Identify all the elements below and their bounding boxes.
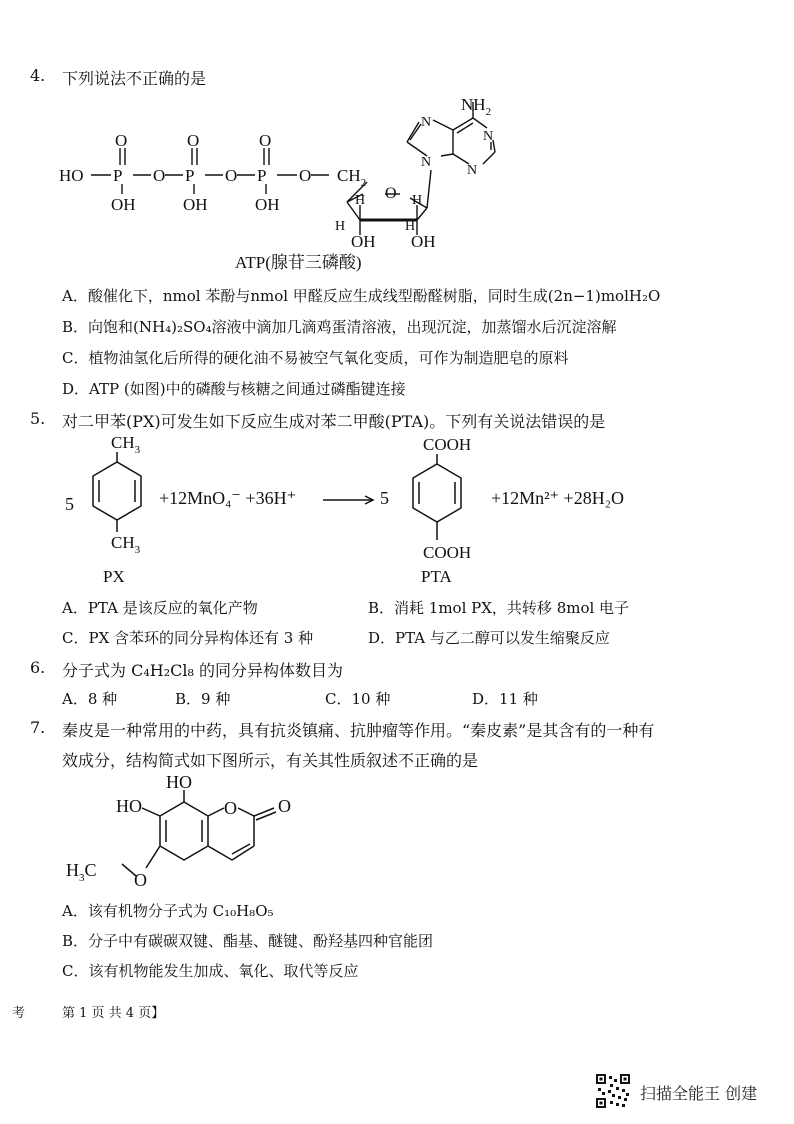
footer-left: 考 bbox=[12, 1006, 26, 1021]
atp-h4: H bbox=[405, 219, 416, 234]
atp-p3: P bbox=[257, 166, 267, 185]
q6-stem: 分子式为 C₄H₂Cl₈ 的同分异构体数目为 bbox=[62, 661, 343, 680]
q7-option-b: B．分子中有碳碳双键、酯基、醚键、酚羟基四种官能团 bbox=[62, 932, 434, 950]
atp-caption: ATP(腺苷三磷酸) bbox=[235, 253, 362, 272]
atp-o-bridge2: O bbox=[225, 166, 238, 185]
atp-ring-o: O bbox=[385, 185, 397, 202]
atp-n4: N bbox=[467, 163, 478, 178]
atp-o-top3: O bbox=[259, 131, 272, 150]
q7-option-c: C．该有机物能发生加成、氧化、取代等反应 bbox=[62, 962, 359, 980]
reaction-reagents: +12MnO₄⁻ +36H⁺ bbox=[159, 488, 297, 508]
atp-h1: H bbox=[355, 193, 366, 208]
px-ch3-bottom: $CH_3$ bbox=[111, 533, 141, 556]
pta-label: PTA bbox=[421, 567, 452, 586]
reaction-coef-left: 5 bbox=[65, 494, 74, 514]
atp-oh2: OH bbox=[183, 195, 208, 214]
atp-p1: P bbox=[113, 166, 123, 185]
pta-cooh-bottom: COOH bbox=[423, 543, 472, 562]
atp-h2: H bbox=[412, 193, 423, 208]
fraxetin-ho-top: HO bbox=[166, 772, 192, 792]
px-label: PX bbox=[103, 567, 125, 586]
atp-ho: HO bbox=[59, 166, 84, 185]
footer-page-number: 第 1 页 共 4 页】 bbox=[62, 1006, 165, 1021]
scanner-watermark: 扫描全能王 创建 bbox=[640, 1084, 758, 1103]
q5-option-d: D．PTA 与乙二醇可以发生缩聚反应 bbox=[368, 629, 610, 647]
q6-option-a: A．8 种 bbox=[62, 690, 118, 708]
fraxetin-ether-o: O bbox=[134, 870, 147, 890]
atp-o-top2: O bbox=[187, 131, 200, 150]
q4-number: 4. bbox=[30, 66, 46, 85]
q5-option-b: B．消耗 1mol PX，共转移 8mol 电子 bbox=[368, 599, 630, 617]
pta-cooh-top: COOH bbox=[423, 435, 472, 454]
q7-number: 7. bbox=[30, 718, 46, 737]
q4-option-a: A．酸催化下，nmol 苯酚与nmol 甲醛反应生成线型酚醛树脂，同时生成(2n−1)molH₂O bbox=[62, 287, 661, 305]
q6-option-c: C．10 种 bbox=[325, 690, 391, 708]
atp-n1: N bbox=[421, 115, 432, 130]
q6-number: 6. bbox=[30, 658, 46, 677]
qr-code-icon bbox=[596, 1074, 630, 1108]
px-reaction bbox=[55, 432, 695, 592]
q7-option-a: A．该有机物分子式为 C₁₀H₈O₅ bbox=[62, 902, 274, 920]
atp-oh-ribose1: OH bbox=[351, 232, 376, 251]
q5-option-c: C．PX 含苯环的同分异构体还有 3 种 bbox=[62, 629, 314, 647]
fraxetin-carbonyl-o: O bbox=[278, 796, 291, 816]
q4-option-d: D．ATP (如图)中的磷酸与核糖之间通过磷酯键连接 bbox=[62, 380, 406, 398]
px-ch3-top: $CH_3$ bbox=[111, 433, 141, 456]
q7-stem-line1: 秦皮是一种常用的中药，具有抗炎镇痛、抗肿瘤等作用。“秦皮素”是其含有的一种有 bbox=[62, 721, 655, 740]
fraxetin-ho-left: HO bbox=[116, 796, 142, 816]
atp-ch2: $CH_2$ bbox=[337, 166, 367, 189]
q4-option-c: C．植物油氢化后所得的硬化油不易被空气氧化变质，可作为制造肥皂的原料 bbox=[62, 349, 569, 367]
q4-stem: 下列说法不正确的是 bbox=[62, 69, 207, 88]
atp-h3: H bbox=[335, 219, 346, 234]
atp-oh1: OH bbox=[111, 195, 136, 214]
fraxetin-structure bbox=[60, 772, 320, 897]
atp-o-bridge3: O bbox=[299, 166, 312, 185]
reaction-coef-right: 5 bbox=[380, 488, 389, 508]
atp-p2: P bbox=[185, 166, 195, 185]
q6-option-d: D．11 种 bbox=[472, 690, 538, 708]
q5-stem: 对二甲苯(PX)可发生如下反应生成对苯二甲酸(PTA)。下列有关说法错误的是 bbox=[62, 412, 606, 431]
fraxetin-ring-o: O bbox=[224, 798, 237, 818]
q7-stem-line2: 效成分，结构简式如下图所示，有关其性质叙述不正确的是 bbox=[62, 751, 479, 770]
atp-oh-ribose2: OH bbox=[411, 232, 436, 251]
atp-o-bridge1: O bbox=[153, 166, 166, 185]
atp-n3: N bbox=[483, 129, 494, 144]
q6-option-b: B．9 种 bbox=[175, 690, 231, 708]
q5-number: 5. bbox=[30, 409, 46, 428]
q5-option-a: A．PTA 是该反应的氧化产物 bbox=[62, 599, 258, 617]
fraxetin-h3c: $H_3C$ bbox=[66, 860, 97, 884]
atp-n2: N bbox=[421, 155, 432, 170]
q4-option-b: B．向饱和(NH₄)₂SO₄溶液中滴加几滴鸡蛋清溶液，出现沉淀，加蒸馏水后沉淀溶解 bbox=[62, 318, 617, 336]
atp-oh3: OH bbox=[255, 195, 280, 214]
atp-nh2: $NH_2$ bbox=[461, 95, 492, 118]
reaction-products: +12Mn²⁺ +28H₂O bbox=[491, 488, 624, 508]
atp-structure bbox=[55, 90, 515, 280]
atp-o-top1: O bbox=[115, 131, 128, 150]
